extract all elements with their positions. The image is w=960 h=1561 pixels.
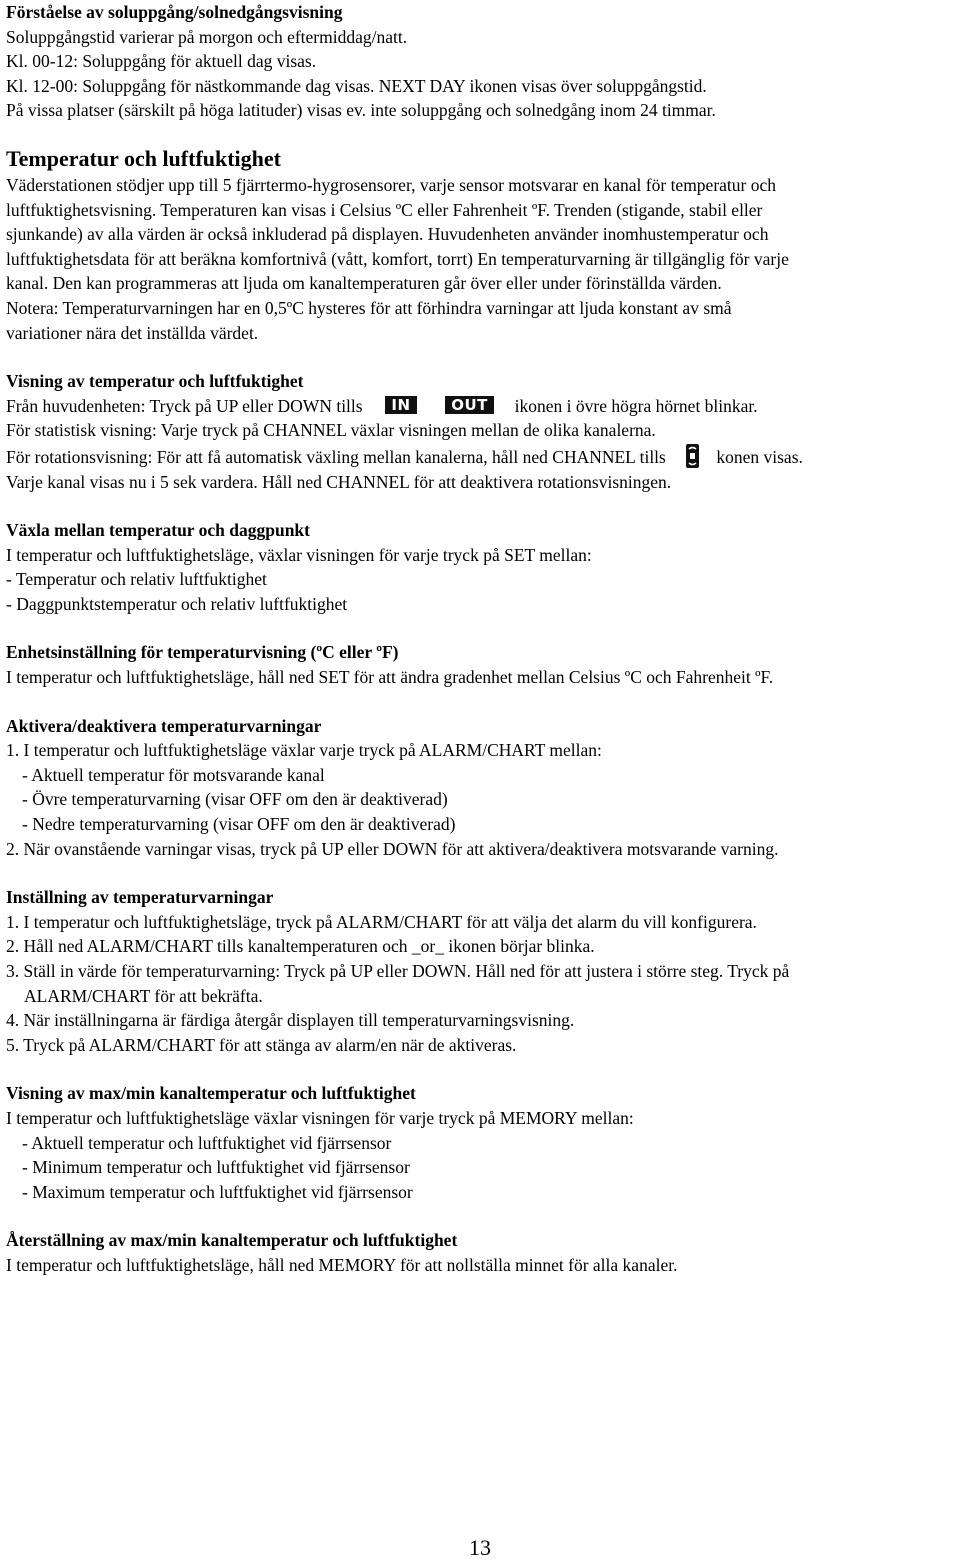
- text-segment: konen visas.: [716, 446, 803, 467]
- text-segment: För rotationsvisning: För att få automatisk växling mellan kanalerna, håll ned CHANNEL tills: [6, 446, 666, 467]
- section-heading: Visning av max/min kanaltemperatur och luftfuktighet: [6, 1083, 416, 1104]
- document-page: [6, 0, 956, 1278]
- section-display: [6, 369, 956, 494]
- list-item: 5. Tryck på ALARM/CHART för att stänga av alarm/en när de aktiveras.: [6, 1034, 517, 1055]
- list-item: 3. Ställ in värde för temperaturvarning: Tryck på UP eller DOWN. Håll ned för att justera i större steg. Tryck på: [6, 961, 790, 981]
- paragraph-line: För statistisk visning: Varje tryck på CHANNEL växlar visningen mellan de olika kanalerna.: [6, 420, 656, 441]
- paragraph-line: luftfuktighetsvisning. Temperaturen kan visas i Celsius ºC eller Fahrenheit ºF. Trenden (stigande, stabil eller: [6, 199, 763, 220]
- list-item: - Temperatur och relativ luftfuktighet: [6, 569, 267, 590]
- section-maxmin: [6, 1081, 956, 1204]
- section-heading: Visning av temperatur och luftfuktighet: [6, 371, 304, 392]
- paragraph-line: Kl. 00-12: Soluppgång för aktuell dag visas.: [6, 51, 317, 72]
- list-item: 2. När ovanstående varningar visas, tryck på UP eller DOWN för att aktivera/deaktivera motsvarande varning.: [6, 838, 779, 859]
- paragraph-line: I temperatur och luftfuktighetsläge, håll ned SET för att ändra gradenhet mellan Celsius ºC och Fahrenheit ºF.: [6, 667, 774, 688]
- page-number: 13: [469, 1535, 491, 1560]
- paragraph-line: Väderstationen stödjer upp till 5 fjärrtermo-hygrosensorer, varje sensor motsvarar en kanal för temperatur och: [6, 174, 776, 195]
- section-heading: Enhetsinställning för temperaturvisning (ºC eller ºF): [6, 642, 399, 663]
- section-heading: Växla mellan temperatur och daggpunkt: [6, 520, 310, 541]
- section-heading: Aktivera/deaktivera temperaturvarningar: [6, 715, 322, 736]
- section-reset: [6, 1228, 956, 1277]
- sub-list-item: - Nedre temperaturvarning (visar OFF om den är deaktiverad): [22, 814, 456, 835]
- channel-rotation-icon: [685, 443, 700, 469]
- text-segment: ikonen i övre högra hörnet blinkar.: [514, 395, 758, 416]
- paragraph-line: Soluppgångstid varierar på morgon och eftermiddag/natt.: [6, 26, 408, 47]
- section-temperature: [6, 145, 956, 345]
- paragraph-line-with-icon: [6, 443, 956, 470]
- paragraph-line: Varje kanal visas nu i 5 sek vardera. Håll ned CHANNEL för att deaktivera rotationsvisningen.: [6, 471, 672, 492]
- paragraph-line: Kl. 12-00: Soluppgång för nästkommande dag visas. NEXT DAY ikonen visas över soluppgångstid.: [6, 75, 707, 96]
- list-item: - Daggpunktstemperatur och relativ luftfuktighet: [6, 593, 348, 614]
- section-dewpoint: [6, 518, 956, 616]
- out-icon: OUT: [445, 396, 494, 414]
- section-heading: Förståelse av soluppgång/solnedgångsvisning: [6, 2, 343, 22]
- sub-list-item: - Aktuell temperatur för motsvarande kanal: [22, 764, 325, 785]
- section-activate-alarms: [6, 714, 956, 862]
- paragraph-line: variationer nära det inställda värdet.: [6, 322, 259, 343]
- paragraph-line: luftfuktighetsdata för att beräkna komfortnivå (vått, komfort, torrt) En temperaturvarning är tillgänglig för varje: [6, 248, 789, 269]
- sub-list-item: - Aktuell temperatur och luftfuktighet vid fjärrsensor: [22, 1132, 392, 1153]
- section-heading-large: Temperatur och luftfuktighet: [6, 145, 281, 171]
- sub-list-item: - Maximum temperatur och luftfuktighet vid fjärrsensor: [22, 1181, 413, 1202]
- section-heading: Återställning av max/min kanaltemperatur och luftfuktighet: [6, 1230, 458, 1251]
- paragraph-line: På vissa platser (särskilt på höga latituder) visas ev. inte soluppgång och solnedgång inom 24 timmar.: [6, 100, 716, 121]
- section-unit: [6, 640, 956, 689]
- section-heading: Inställning av temperaturvarningar: [6, 887, 274, 908]
- paragraph-line: Notera: Temperaturvarningen har en 0,5ºC hysteres för att förhindra varningar att ljuda konstant av små: [6, 297, 732, 318]
- paragraph-line-with-icons: [6, 394, 956, 419]
- text-segment: Från huvudenheten: Tryck på UP eller DOWN tills: [6, 395, 363, 416]
- list-item: 1. I temperatur och luftfuktighetsläge växlar varje tryck på ALARM/CHART mellan:: [6, 740, 602, 761]
- sub-list-item: - Minimum temperatur och luftfuktighet vid fjärrsensor: [22, 1157, 410, 1178]
- sub-list-item: - Övre temperaturvarning (visar OFF om den är deaktiverad): [22, 789, 448, 810]
- list-item: 1. I temperatur och luftfuktighetsläge, tryck på ALARM/CHART för att välja det alarm du vill konfigurera.: [6, 911, 757, 932]
- paragraph-line: I temperatur och luftfuktighetsläge växlar visningen för varje tryck på MEMORY mellan:: [6, 1107, 634, 1128]
- in-icon: IN: [385, 396, 416, 414]
- paragraph-line: I temperatur och luftfuktighetsläge, håll ned MEMORY för att nollställa minnet för alla kanaler.: [6, 1254, 678, 1275]
- paragraph-line: kanal. Den kan programmeras att ljuda om kanaltemperaturen går över eller under förinställda värden.: [6, 273, 722, 294]
- section-alarm-settings: [6, 885, 956, 1057]
- paragraph-line: sjunkande) av alla värden är också inkluderad på displayen. Huvudenheten använder inomhustemperatur och: [6, 224, 769, 245]
- list-item: 4. När inställningarna är färdiga återgår displayen till temperaturvarningsvisning.: [6, 1010, 575, 1031]
- section-sunrise: [6, 0, 956, 123]
- list-item-continuation: ALARM/CHART för att bekräfta.: [24, 985, 263, 1006]
- list-item: 2. Håll ned ALARM/CHART tills kanaltemperaturen och _or_ ikonen börjar blinka.: [6, 936, 595, 957]
- paragraph-line: I temperatur och luftfuktighetsläge, växlar visningen för varje tryck på SET mellan:: [6, 544, 592, 565]
